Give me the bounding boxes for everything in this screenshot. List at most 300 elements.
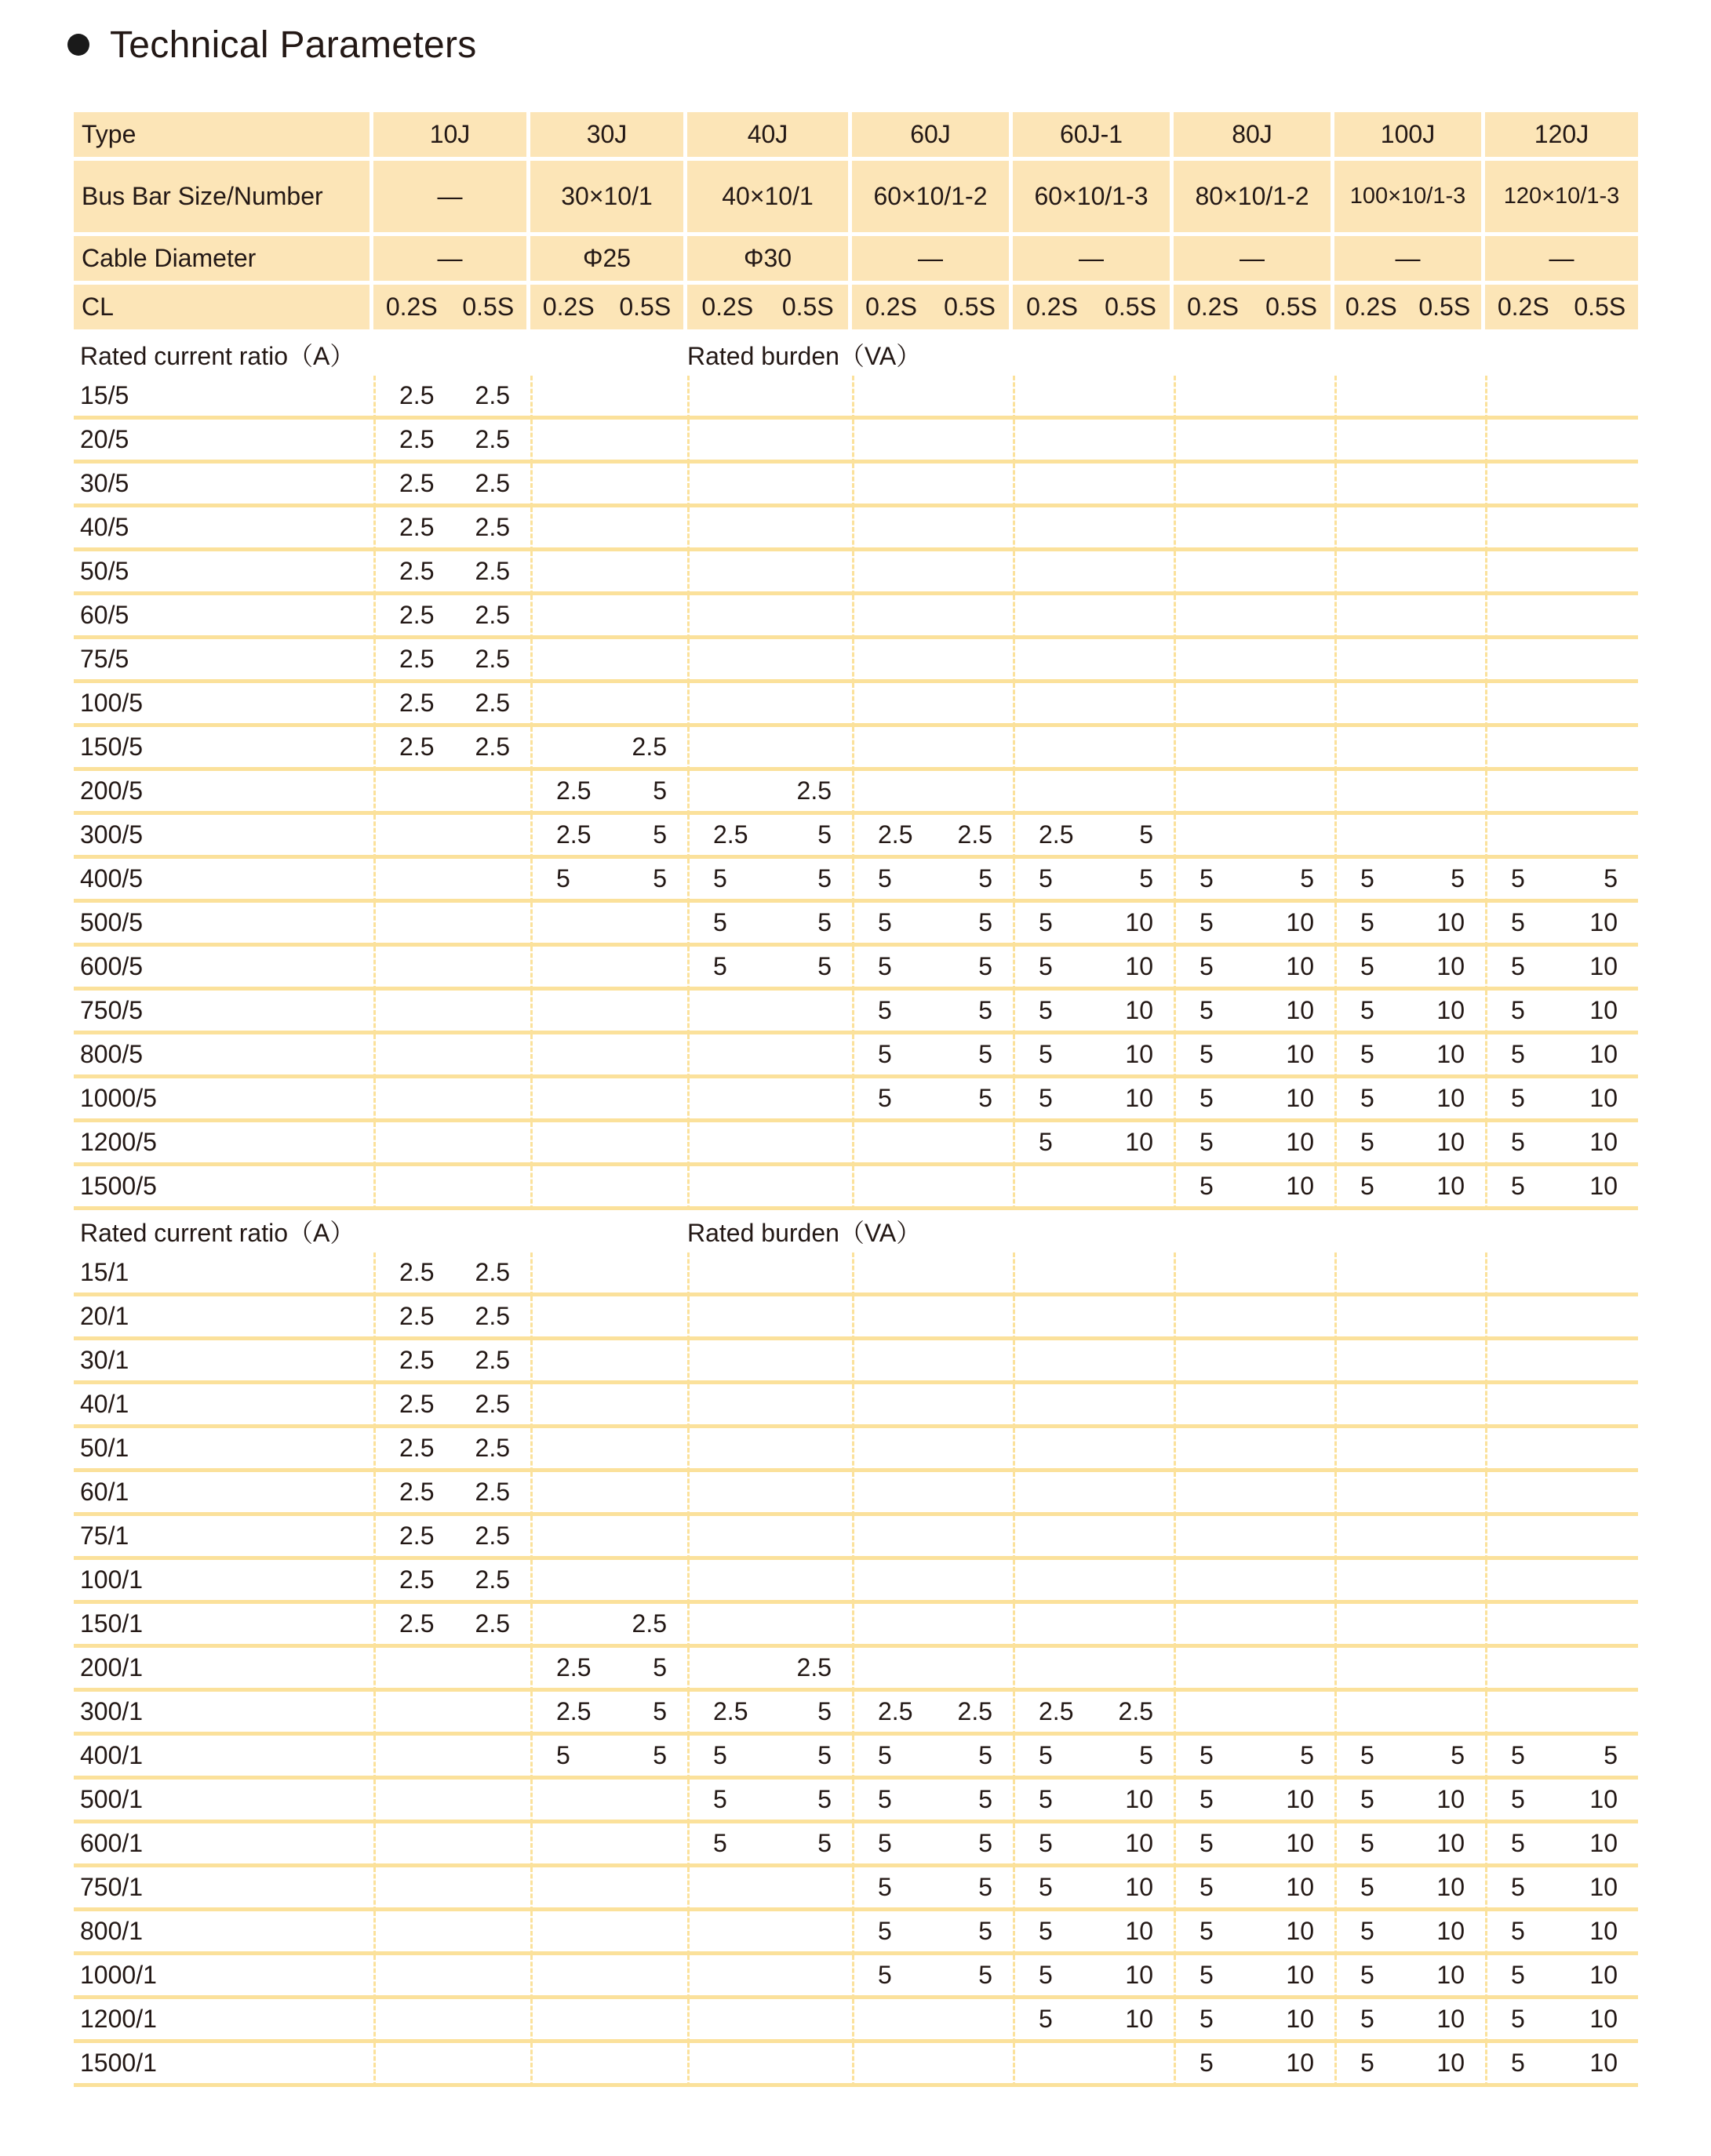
burden-cell xyxy=(530,1780,687,1823)
table-row xyxy=(74,1340,1638,1384)
burden-pair xyxy=(1337,1785,1485,1814)
burden-cell xyxy=(373,859,530,903)
burden-cell xyxy=(852,1780,1013,1823)
burden-value-02s: 2.5 xyxy=(399,733,435,761)
burden-value-02s: 5 xyxy=(556,864,570,893)
burden-value-05s: 2.5 xyxy=(475,601,510,629)
burden-value-05s: 2.5 xyxy=(475,1522,510,1550)
burden-cell xyxy=(1174,947,1334,991)
cable-row-cell: — xyxy=(373,236,530,285)
burden-value-05s: 5 xyxy=(653,776,667,805)
burden-pair xyxy=(1487,952,1638,981)
burden-pair xyxy=(1176,2005,1334,2034)
burden-value-02s: 2.5 xyxy=(399,1565,435,1594)
burden-value-05s: 10 xyxy=(1286,996,1314,1024)
burden-value-05s: 2.5 xyxy=(475,1565,510,1594)
burden-cell xyxy=(1334,1253,1485,1296)
cable-row-cell: Φ30 xyxy=(687,236,852,285)
burden-pair xyxy=(690,864,852,893)
burden-cell xyxy=(373,1384,530,1428)
burden-cell xyxy=(1485,1166,1638,1210)
burden-pair xyxy=(1487,1961,1638,1990)
burden-cell xyxy=(530,1428,687,1472)
burden-cell xyxy=(373,2043,530,2087)
burden-cell xyxy=(1334,1823,1485,1867)
burden-cell xyxy=(852,947,1013,991)
burden-pair xyxy=(376,557,530,586)
burden-cell xyxy=(687,1999,852,2043)
burden-pair xyxy=(376,1565,530,1594)
burden-cell xyxy=(1013,1384,1174,1428)
burden-pair xyxy=(1015,1873,1174,1902)
burden-cell xyxy=(852,376,1013,420)
burden-value-02s: 5 xyxy=(1360,908,1374,936)
ratio-label: 50/1 xyxy=(74,1428,373,1472)
burden-cell xyxy=(852,1078,1013,1122)
burden-pair xyxy=(376,733,530,762)
burden-cell xyxy=(1013,1911,1174,1955)
table-row xyxy=(74,947,1638,991)
burden-cell xyxy=(852,595,1013,639)
burden-pair xyxy=(1176,1084,1334,1113)
burden-pair xyxy=(690,1741,852,1770)
burden-pair xyxy=(854,952,1013,981)
burden-pair xyxy=(690,1653,852,1682)
burden-cell xyxy=(1334,727,1485,771)
burden-pair xyxy=(533,1609,687,1638)
burden-cell xyxy=(852,1736,1013,1780)
page-title: Technical Parameters xyxy=(110,24,477,66)
cl-row-cell xyxy=(852,285,1013,333)
burden-cell xyxy=(1174,1604,1334,1648)
burden-value-05s: 10 xyxy=(1286,1917,1314,1945)
burden-value-05s: 10 xyxy=(1589,908,1618,936)
burden-value-05s: 5 xyxy=(978,1873,992,1901)
burden-value-02s: 5 xyxy=(878,1829,892,1857)
burden-value-05s: 5 xyxy=(817,1785,832,1813)
burden-pair xyxy=(690,1697,852,1726)
burden-cell xyxy=(687,1648,852,1692)
burden-value-05s: 10 xyxy=(1286,1084,1314,1112)
burden-cell xyxy=(1174,771,1334,815)
burden-pair xyxy=(376,425,530,454)
burden-cell xyxy=(1485,1911,1638,1955)
burden-cell xyxy=(1334,1472,1485,1516)
burden-cell xyxy=(373,1867,530,1911)
burden-cell xyxy=(530,1911,687,1955)
cl-row-label: CL xyxy=(74,285,373,333)
burden-pair xyxy=(854,1873,1013,1902)
burden-pair xyxy=(1337,996,1485,1025)
burden-value-02s: 5 xyxy=(1039,1741,1053,1769)
burden-value-02s: 2.5 xyxy=(878,1697,913,1725)
burden-cell xyxy=(373,1122,530,1166)
burden-cell xyxy=(1013,1034,1174,1078)
burden-pair xyxy=(690,952,852,981)
burden-value-02s: 5 xyxy=(1200,908,1214,936)
burden-cell xyxy=(1485,1296,1638,1340)
burden-pair xyxy=(690,1785,852,1814)
burden-cell xyxy=(852,1166,1013,1210)
ratio-label: 500/1 xyxy=(74,1780,373,1823)
burden-cell xyxy=(373,1428,530,1472)
burden-cell xyxy=(1013,1999,1174,2043)
burden-cell xyxy=(1485,1736,1638,1780)
burden-cell xyxy=(1174,1384,1334,1428)
ratio-label: 300/5 xyxy=(74,815,373,859)
burden-value-05s: 5 xyxy=(978,1961,992,1989)
burden-cell xyxy=(1013,551,1174,595)
burden-value-05s: 5 xyxy=(817,1741,832,1769)
burden-pair xyxy=(376,1258,530,1287)
burden-cell xyxy=(530,1384,687,1428)
burden-value-02s: 5 xyxy=(1039,1084,1053,1112)
burden-cell xyxy=(852,815,1013,859)
burden-cell xyxy=(852,1296,1013,1340)
burden-value-05s: 10 xyxy=(1125,996,1153,1024)
ratio-label: 40/5 xyxy=(74,507,373,551)
burden-value-02s xyxy=(556,1609,588,1638)
burden-cell xyxy=(1013,464,1174,507)
burden-cell xyxy=(1485,1604,1638,1648)
burden-cell xyxy=(1334,507,1485,551)
burden-pair xyxy=(533,733,687,762)
cl-row-cell xyxy=(373,285,530,333)
burden-pair xyxy=(1337,1873,1485,1902)
burden-cell xyxy=(687,683,852,727)
burden-value-02s: 5 xyxy=(1511,2049,1525,2077)
burden-cell xyxy=(373,1472,530,1516)
ratio-label: 600/5 xyxy=(74,947,373,991)
burden-cell xyxy=(1013,507,1174,551)
burden-cell xyxy=(1174,1253,1334,1296)
burden-cell xyxy=(1485,1780,1638,1823)
burden-cell xyxy=(852,639,1013,683)
table-row xyxy=(74,464,1638,507)
cl-row-cell xyxy=(1174,285,1334,333)
burden-value-05s: 5 xyxy=(653,820,667,849)
burden-value-05s: 5 xyxy=(978,1040,992,1068)
burden-value-05s: 5 xyxy=(653,1741,667,1769)
burden-pair xyxy=(1487,864,1638,893)
burden-cell xyxy=(1013,683,1174,727)
burden-cell xyxy=(687,1384,852,1428)
burden-cell xyxy=(687,639,852,683)
burden-value-02s: 5 xyxy=(1039,1785,1053,1813)
burden-value-02s: 5 xyxy=(1360,1172,1374,1200)
burden-pair xyxy=(376,1390,530,1419)
burden-cell xyxy=(1174,595,1334,639)
burden-value-02s: 5 xyxy=(1200,2005,1214,2033)
table-row xyxy=(74,376,1638,420)
burden-cell xyxy=(373,903,530,947)
table-row xyxy=(74,1692,1638,1736)
burden-value-05s: 2.5 xyxy=(957,820,992,849)
burden-cell xyxy=(373,1516,530,1560)
table-row xyxy=(74,1736,1638,1780)
burden-value-05s: 2.5 xyxy=(475,1302,510,1330)
burden-value-05s: 2.5 xyxy=(632,1609,667,1638)
burden-cell xyxy=(1334,1560,1485,1604)
burden-value-05s: 10 xyxy=(1436,952,1465,980)
busbar-row-cell: 80×10/1-2 xyxy=(1174,161,1334,236)
cl-value: 0.5S xyxy=(781,293,834,321)
burden-value-05s: 10 xyxy=(1589,1829,1618,1857)
table-row xyxy=(74,727,1638,771)
burden-value-02s: 5 xyxy=(1511,1741,1525,1769)
burden-value-02s xyxy=(713,776,744,805)
burden-cell xyxy=(373,815,530,859)
burden-cell xyxy=(852,1823,1013,1867)
cl-value: 0.5S xyxy=(462,293,515,321)
burden-cell xyxy=(1013,639,1174,683)
burden-value-05s: 10 xyxy=(1125,908,1153,936)
cl-value: 0.2S xyxy=(1497,293,1549,321)
burden-value-02s: 5 xyxy=(1200,1917,1214,1945)
burden-cell xyxy=(1174,859,1334,903)
burden-pair xyxy=(854,1040,1013,1069)
burden-cell xyxy=(1485,1648,1638,1692)
burden-pair xyxy=(1487,908,1638,937)
burden-cell xyxy=(1174,420,1334,464)
burden-cell xyxy=(1334,420,1485,464)
burden-cell xyxy=(687,551,852,595)
burden-pair xyxy=(376,1346,530,1375)
table-row xyxy=(74,595,1638,639)
burden-value-02s: 2.5 xyxy=(399,381,435,409)
burden-pair xyxy=(854,1084,1013,1113)
burden-pair xyxy=(533,864,687,893)
burden-pair xyxy=(1337,1917,1485,1946)
burden-pair xyxy=(376,1434,530,1463)
cl-value: 0.5S xyxy=(619,293,672,321)
ratio-label: 200/5 xyxy=(74,771,373,815)
burden-value-02s: 5 xyxy=(1360,996,1374,1024)
cl-value: 0.5S xyxy=(1105,293,1156,321)
burden-value-05s: 5 xyxy=(1451,864,1465,893)
burden-value-02s: 5 xyxy=(878,1873,892,1901)
burden-cell xyxy=(687,1428,852,1472)
table-row xyxy=(74,1428,1638,1472)
burden-cell xyxy=(852,1472,1013,1516)
burden-cell xyxy=(1485,1999,1638,2043)
burden-cell xyxy=(373,1078,530,1122)
burden-cell xyxy=(1485,1560,1638,1604)
burden-pair xyxy=(1337,2049,1485,2078)
burden-cell xyxy=(687,1955,852,1999)
burden-value-02s: 5 xyxy=(1039,1917,1053,1945)
burden-value-05s: 10 xyxy=(1436,2049,1465,2077)
burden-pair xyxy=(854,1961,1013,1990)
burden-cell xyxy=(373,420,530,464)
ratio-label: 60/1 xyxy=(74,1472,373,1516)
burden-cell xyxy=(1334,1034,1485,1078)
burden-value-05s: 5 xyxy=(978,1917,992,1945)
burden-cell xyxy=(1174,551,1334,595)
table-row xyxy=(74,1604,1638,1648)
burden-pair xyxy=(376,1609,530,1638)
burden-cell xyxy=(1334,464,1485,507)
burden-cell xyxy=(530,1999,687,2043)
burden-value-02s: 2.5 xyxy=(399,1434,435,1462)
burden-pair xyxy=(1337,1084,1485,1113)
burden-cell xyxy=(852,420,1013,464)
burden-value-02s: 5 xyxy=(1360,1873,1374,1901)
burden-value-05s: 2.5 xyxy=(475,689,510,717)
ratio-label: 1000/1 xyxy=(74,1955,373,1999)
burden-cell xyxy=(852,1516,1013,1560)
burden-pair xyxy=(376,469,530,498)
ratio-label: 200/1 xyxy=(74,1648,373,1692)
burden-value-02s: 2.5 xyxy=(556,820,592,849)
burden-value-02s: 5 xyxy=(1360,1961,1374,1989)
burden-cell xyxy=(1174,991,1334,1034)
burden-value-02s: 5 xyxy=(1511,2005,1525,2033)
burden-cell xyxy=(687,771,852,815)
burden-cell xyxy=(687,727,852,771)
burden-cell xyxy=(1485,1516,1638,1560)
burden-cell xyxy=(1485,1384,1638,1428)
burden-value-02s: 5 xyxy=(713,1829,727,1857)
burden-pair xyxy=(1487,1785,1638,1814)
burden-value-05s: 10 xyxy=(1286,1873,1314,1901)
burden-value-02s: 2.5 xyxy=(399,1346,435,1374)
burden-value-02s: 2.5 xyxy=(399,689,435,717)
burden-cell xyxy=(687,1253,852,1296)
burden-pair xyxy=(1176,1040,1334,1069)
burden-value-05s: 10 xyxy=(1589,1128,1618,1156)
burden-cell xyxy=(1485,683,1638,727)
burden-cell xyxy=(530,1692,687,1736)
burden-value-05s: 10 xyxy=(1589,1873,1618,1901)
burden-cell xyxy=(530,420,687,464)
burden-cell xyxy=(1174,683,1334,727)
burden-value-02s xyxy=(556,733,588,762)
burden-value-02s: 5 xyxy=(1360,2049,1374,2077)
burden-cell xyxy=(1485,1340,1638,1384)
burden-pair xyxy=(1015,1785,1174,1814)
ratio-label: 300/1 xyxy=(74,1692,373,1736)
burden-pair xyxy=(1015,820,1174,849)
burden-cell xyxy=(687,859,852,903)
table-row xyxy=(74,1384,1638,1428)
burden-value-02s: 5 xyxy=(1039,952,1053,980)
burden-cell xyxy=(1013,2043,1174,2087)
busbar-row-cell: 60×10/1-2 xyxy=(852,161,1013,236)
burden-pair xyxy=(1487,1741,1638,1770)
ratio-label: 30/1 xyxy=(74,1340,373,1384)
burden-cell xyxy=(1013,595,1174,639)
burden-cell xyxy=(687,2043,852,2087)
burden-cell xyxy=(1485,639,1638,683)
burden-cell xyxy=(530,1560,687,1604)
cable-row-cell: — xyxy=(1334,236,1485,285)
burden-cell xyxy=(1174,376,1334,420)
burden-value-02s: 5 xyxy=(1511,1961,1525,1989)
burden-pair xyxy=(690,908,852,937)
table-row xyxy=(74,1823,1638,1867)
burden-value-02s: 5 xyxy=(1039,864,1053,893)
burden-cell xyxy=(530,1736,687,1780)
type-row-cell: 30J xyxy=(530,112,687,161)
burden-cell xyxy=(1334,1078,1485,1122)
cl-value: 0.5S xyxy=(944,293,996,321)
burden-value-02s: 2.5 xyxy=(399,1390,435,1418)
burden-cell xyxy=(1013,1736,1174,1780)
burden-value-05s: 2.5 xyxy=(475,1346,510,1374)
burden-value-05s: 5 xyxy=(1139,1741,1153,1769)
ratio-label: 150/1 xyxy=(74,1604,373,1648)
busbar-row-cell: — xyxy=(373,161,530,236)
table-row xyxy=(74,991,1638,1034)
burden-cell xyxy=(1174,1122,1334,1166)
burden-cell xyxy=(373,1911,530,1955)
burden-value-05s: 5 xyxy=(1604,864,1618,893)
burden-cell xyxy=(687,947,852,991)
burden-cell xyxy=(1013,1122,1174,1166)
ratio-label: 750/1 xyxy=(74,1867,373,1911)
cl-pair xyxy=(687,293,848,322)
burden-value-02s: 2.5 xyxy=(399,1609,435,1638)
burden-pair xyxy=(854,908,1013,937)
burden-pair xyxy=(1176,1917,1334,1946)
burden-value-05s: 10 xyxy=(1125,1917,1153,1945)
burden-value-02s: 5 xyxy=(878,1961,892,1989)
burden-value-05s: 5 xyxy=(817,1829,832,1857)
burden-cell xyxy=(1013,1296,1174,1340)
burden-cell xyxy=(1174,639,1334,683)
burden-value-05s: 2.5 xyxy=(475,1478,510,1506)
burden-pair xyxy=(1487,1917,1638,1946)
burden-value-05s: 5 xyxy=(978,908,992,936)
cl-value: 0.2S xyxy=(1345,293,1397,321)
cl-value: 0.2S xyxy=(865,293,917,321)
cl-value: 0.2S xyxy=(542,293,595,321)
burden-pair xyxy=(1015,1961,1174,1990)
burden-value-02s: 2.5 xyxy=(556,776,592,805)
burden-cell xyxy=(1334,947,1485,991)
ratio-label: 75/5 xyxy=(74,639,373,683)
burden-cell xyxy=(1334,1340,1485,1384)
burden-pair xyxy=(1337,908,1485,937)
burden-value-05s: 10 xyxy=(1589,2049,1618,2077)
burden-value-02s: 5 xyxy=(878,1741,892,1769)
burden-cell xyxy=(530,815,687,859)
burden-cell xyxy=(687,1078,852,1122)
burden-cell xyxy=(1334,1780,1485,1823)
burden-cell xyxy=(1013,947,1174,991)
burden-value-02s: 5 xyxy=(1511,1040,1525,1068)
burden-cell xyxy=(373,1296,530,1340)
burden-value-02s: 5 xyxy=(1039,1040,1053,1068)
burden-cell xyxy=(1013,1472,1174,1516)
burden-value-02s: 5 xyxy=(1200,864,1214,893)
burden-cell xyxy=(373,1253,530,1296)
burden-value-02s: 5 xyxy=(1039,1829,1053,1857)
burden-cell xyxy=(852,507,1013,551)
burden-value-02s: 5 xyxy=(1511,1917,1525,1945)
burden-cell xyxy=(1334,376,1485,420)
burden-cell xyxy=(1485,1122,1638,1166)
burden-cell xyxy=(1485,903,1638,947)
burden-cell xyxy=(852,1253,1013,1296)
burden-value-05s: 10 xyxy=(1589,1040,1618,1068)
burden-cell xyxy=(1485,771,1638,815)
burden-value-02s: 5 xyxy=(1360,952,1374,980)
busbar-row-cell: 60×10/1-3 xyxy=(1013,161,1174,236)
burden-cell xyxy=(852,1428,1013,1472)
burden-cell xyxy=(530,1867,687,1911)
